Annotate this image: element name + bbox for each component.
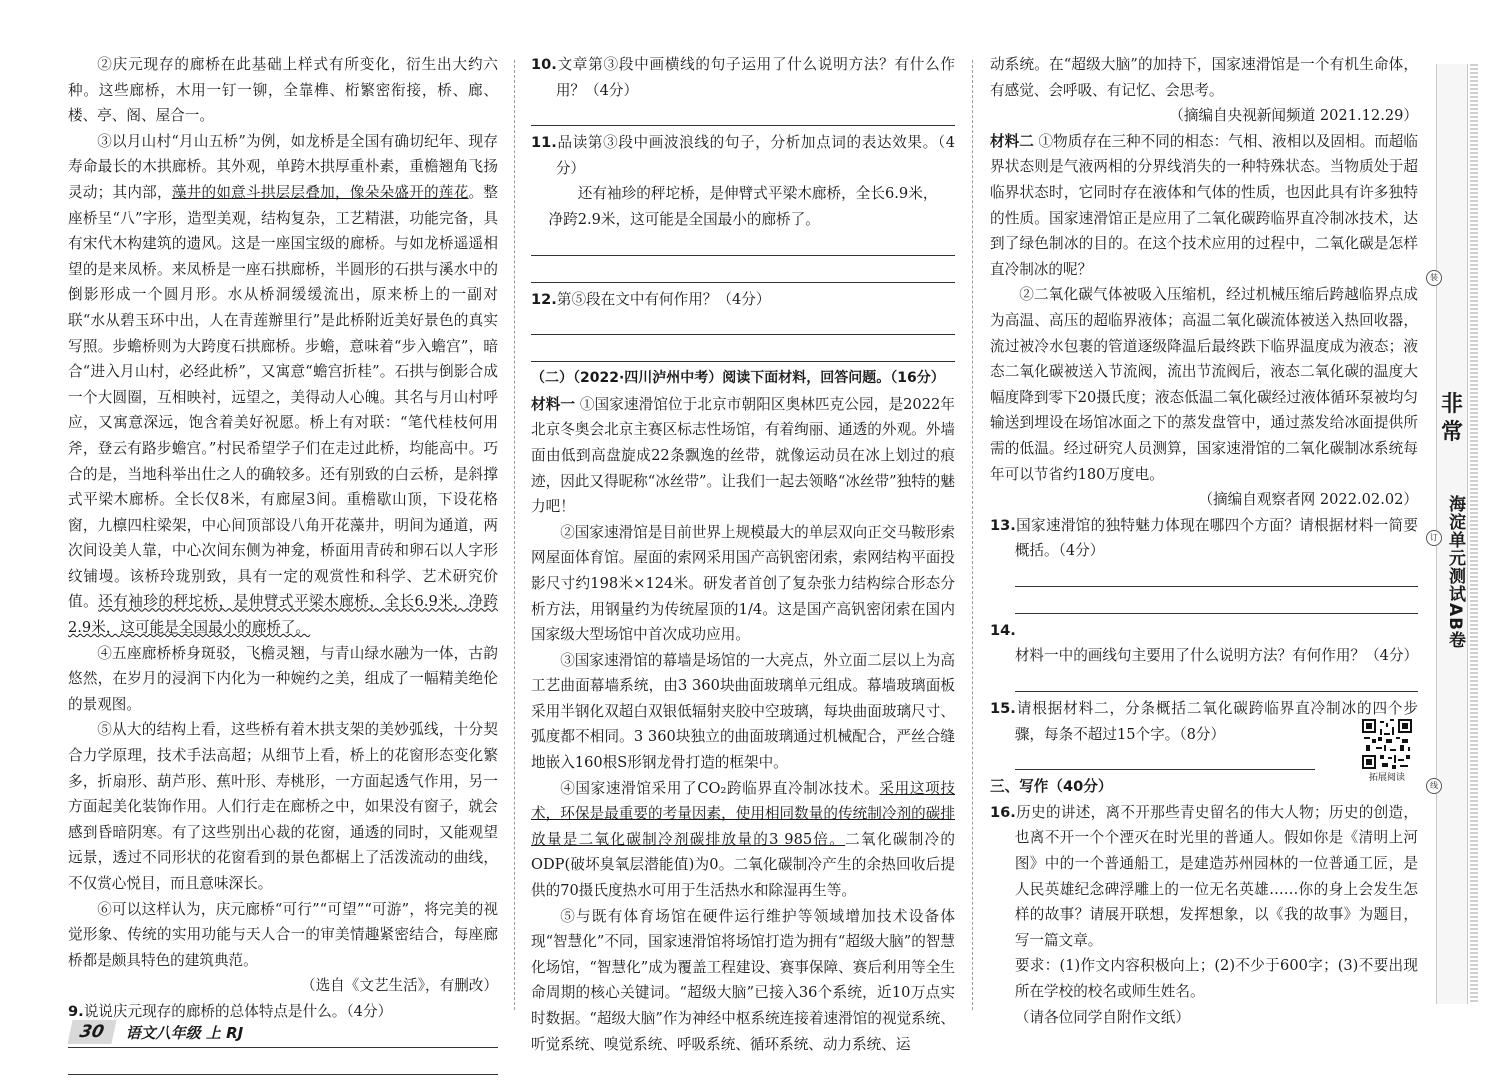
answer-line[interactable] [531, 103, 955, 126]
qr-code-label: 拓展阅读 [1368, 773, 1405, 783]
writing-requirements: 要求：(1)作文内容积极向上；(2)不少于600字；(3)不要出现所在学校的校名或师生姓名。 [1014, 957, 1418, 1000]
question-9: 9.说说庆元现存的廊桥的总体特点是什么。（4分） [68, 1002, 393, 1020]
binding-hole-icon: 装 [1426, 270, 1442, 286]
binding-hole-icon: 订 [1426, 530, 1442, 546]
wavy-underlined-sentence: 还有袖珍的秤坨桥，是伸臂式平梁木廊桥，全长6.9米，净跨2.9米，这可能是全国最小的廊桥了。 [68, 593, 498, 637]
binding-hole-icon: 线 [1426, 778, 1442, 794]
answer-line[interactable] [1015, 747, 1315, 770]
paragraph-6: ⑥可以这样认为，庆元廊桥“可行”“可望”“可游”，将完美的视觉形象、传统的实用功能与天人合一的审美情趣紧密结合，每座廊桥都是颇具特色的建筑典范。 [68, 900, 498, 969]
material-2-para-1: 材料二 ①物质存在三种不同的相态：气相、液相以及固相。而超临界状态则是气液两相的分界线消失的一种特殊状态。当物质处于超临界状态时，它同时存在液体和气体的性质，也因此具有许多独特的性质。国家速滑馆正是应用了二氧化碳跨临界直冷制冰技术，达到了绿色制冰的目的。在这个技术应用的过程中，二氧化碳是怎样直冷制冰的呢？ [990, 132, 1418, 278]
answer-line[interactable] [68, 1052, 498, 1075]
question-10: 10.文章第③段中画横线的句子运用了什么说明方法？有什么作用？（4分） [531, 56, 955, 99]
question-16: 16.历史的讲述，离不开那些青史留名的伟大人物；历史的创造，也离不开一个个湮灭在时光里的普通人。假如你是《清明上河图》中的一个普通船工，是建造苏州园林的一位普通工匠，是人民英雄纪念碑浮雕上的一位无名英雄……你的身上会发生怎样的故事？请展开联想，发挥想象，以《我的故事》为题目，写一篇文章。 [990, 803, 1418, 949]
answer-line[interactable] [531, 260, 955, 283]
material-2-para-2: ②二氧化碳气体被吸入压缩机，经过机械压缩后跨越临界点成为高温、高压的超临界液体；高温二氧化碳流体被送入热回收器，流过被冷水包裹的管道逐级降温后最终跌下临界温度成为液态；液态二氧化碳被送入节流阀，流出节流阀后，液态二氧化碳的温度大幅度降到零下20摄氏度；液态低温二氧化碳经过液体循环泵被均匀输送到埋设在场馆冰面之下的蒸发盘管中，通过蒸发给冰面提供所需的低温。经过研究人员测算，国家速滑馆的二氧化碳制冰系统每年可以节省约180万度电。 [990, 286, 1418, 483]
material-1-continued: 动系统。在“超级大脑”的加持下，国家速滑馆是一个有机生命体，有感觉、会呼吸、有记忆、会思考。 [990, 56, 1418, 99]
material-1-para-4: ④国家速滑馆采用了CO₂跨临界直冷制冰技术。采用这项技术，环保是最重要的考量因素，使用相同数量的传统制冷剂的碳排放量是二氧化碳制冷剂碳排放量的3 985倍。二氧化碳制冷的ODP(破坏臭氧层潜能值)为0。二氧化碳制冷产生的余热回收后提供的70摄氏度热水可用于生活热水和除湿再生等。 [531, 779, 955, 900]
paragraph-4: ④五座廊桥桥身斑驳，飞檐灵翘，与青山绿水融为一体，古韵悠然，在岁月的浸润下内化为一种婉约之美，组成了一幅精美绝伦的景观图。 [68, 644, 498, 713]
answer-line[interactable] [1015, 564, 1418, 587]
question-11: 11.品读第③段中画波浪线的句子，分析加点词的表达效果。（4分） [531, 134, 955, 177]
material-1-para-5: ⑤与既有体育场馆在硬件运行维护等领域增加技术设备体现“智慧化”不同，国家速滑馆将场馆打造为拥有“超级大脑”的智慧化场馆，“智慧化”成为覆盖工程建设、赛事保障、赛后利用等全生命周期的核心关键词。“超级大脑”已接入36个系统，近10万点实时数据。“超级大脑”作为神经中枢系统连接着速滑馆的视觉系统、听觉系统、嗅觉系统、呼吸系统、循环系统、动力系统、运 [531, 907, 955, 1053]
paragraph-2: ②庆元现存的廊桥在此基础上样式有所变化，衍生出大约六种。这些廊桥，木用一钉一铆，全靠榫、桁繁密衔接，桥、廊、楼、亭、阁、屋合一。 [68, 56, 498, 125]
question-14: 14.材料一中的画线句主要用了什么说明方法？有何作用？（4分） [990, 621, 1419, 665]
paragraph-5: ⑤从大的结构上看，这些桥有着木拱支架的美妙弧线，十分契合力学原理，技术手法高超；从细节上看，桥上的花窗形态变化繁多，折扇形、葫芦形、蕉叶形、寿桃形，一方面起透气作用，另一方面起美化装饰作用。人们行走在廊桥之中，如果没有窗子，就会感到昏暗阴寒。有了这些别出心裁的花窗，通透的同时，又能观望远景，透过不同形状的花窗看到的景色都椐上了活泼流动的曲线，不仅赏心悦目，而且意味深长。 [68, 721, 498, 892]
column-1 [68, 52, 498, 1079]
material-1-para-1: 材料一 ①国家速滑馆位于北京市朝阳区奥林匹克公园，是2022年北京冬奥会北京主赛区标志性场馆，有着绚丽、通透的外观。外墙面由低到高盘旋成22条飘逸的丝带，就像运动员在冰上划过的痕迹，因此又得昵称“冰丝带”。让我们一起去领略“冰丝带”独特的魅力吧！ [531, 395, 955, 516]
answer-line[interactable] [1015, 591, 1418, 614]
question-15: 15.请根据材料二，分条概括二氧化碳跨临界直冷制冰的四个步骤，每条不超过15个字。（8分） [990, 700, 1418, 743]
page-number: 30 [67, 1020, 116, 1044]
answer-line[interactable] [531, 339, 955, 362]
qr-code[interactable] [1362, 719, 1412, 769]
series-title: 海淀单元测试AB卷 [1445, 495, 1465, 650]
part-2-heading: （二）（2022·四川泸州中考）阅读下面材料，回答问题。（16分） [531, 370, 945, 387]
question-12: 12.第⑤段在文中有何作用？（4分） [531, 290, 771, 308]
subject-label: 语文八年级 上 RJ [125, 1023, 244, 1042]
underlined-sentence: 藻井的如意斗拱层层叠加，像朵朵盛开的莲花 [171, 183, 469, 201]
column-3 [990, 52, 1418, 1030]
question-13: 13.国家速滑馆的独特魅力体现在哪四个方面？请根据材料一简要概括。（4分） [990, 516, 1418, 560]
column-divider [972, 60, 973, 1010]
underlined-sentence: 采用这项技术，环保是最重要的考量因素，使用相同数量的传统制冷剂的碳排放量是二氧化碳制冷剂碳排放量的3 985倍。 [531, 779, 955, 848]
source-note: （摘编自观察者网 2022.02.02） [1198, 491, 1418, 509]
answer-line[interactable] [1015, 669, 1418, 692]
material-1-para-2: ②国家速滑馆是目前世界上规模最大的单层双向正交马鞍形索网屋面体育馆。屋面的索网采用国产高钒密闭索，索网结构平面投影尺寸约198米×124米。研发者首创了复杂张力结构综合形态分析方法，用钢量约为传统屋顶的1/4。这是国产高钒密闭索在国内国家级大型场馆中首次成功应用。 [531, 523, 955, 644]
source-note: （摘编自央视新闻频道 2021.12.29） [1169, 107, 1418, 125]
answer-line[interactable] [531, 233, 955, 256]
part-3-heading: 三、写作（40分） [990, 778, 1113, 796]
sidebar-stripes [1470, 64, 1478, 1004]
column-2 [531, 52, 955, 1057]
question-11-quote: 还有袖珍的秤坨桥，是伸臂式平梁木廊桥，全长6.9米，净跨2.9米，这可能是全国最小的廊桥了。 [548, 185, 938, 228]
material-1-para-3: ③国家速滑馆的幕墙是场馆的一大亮点，外立面二层以上为高工艺曲面幕墙系统，由3 360块曲面玻璃单元组成。幕墙玻璃面板采用半钢化双超白双银低辐射夹胶中空玻璃，每块曲面玻璃尺寸、弧度都不相同。3 360块独立的曲面玻璃通过机械配合，严丝合缝地嵌入160根S形钢龙骨打造的框架中。 [531, 651, 955, 772]
source-note: （选自《文艺生活》，有删改） [300, 977, 498, 995]
column-divider [514, 60, 515, 1010]
page-footer [70, 1020, 243, 1044]
writing-note: （请各位同学自附作文纸） [1014, 1008, 1190, 1026]
paragraph-3: ③以月山村“月山五桥”为例，如龙桥是全国有确切纪年、现存寿命最长的木拱廊桥。其外观，单跨木拱厚重朴素，重檐翘角飞扬灵动；其内部，藻井的如意斗拱层层叠加，像朵朵盛开的莲花。整座桥呈“八”字形，造型美观，结构复杂，工艺精湛，功能完备，具有宋代木构建筑的遗风。这是一座国宝级的廊桥。与如龙桥遥遥相望的是来凤桥。来凤桥是一座石拱廊桥，半圆形的石拱与溪水中的倒影形成一个圆月形。水从桥洞缓缓流出，原来桥上的一副对联“水从碧玉环中出，人在青莲辦里行”是此桥附近美好景色的真实写照。步蟾桥则为大跨度石拱廊桥。步蟾，意味着“步入蟾宫”，暗合“进入月山村，必经此桥”，又寓意“蟾宫折桂”。石拱与倒影合成一个大圆圈，互相映衬，远望之，美得动人心魄。其名与月山村呼应，又寓意深远，饱含着美好祝愿。桥上有对联：“笔代桂枝何用斧，登云有路步蟾宫。”村民希望学子们在走过此桥，均能高中。巧合的是，当地科举出仕之人的确较多。还有别致的白云桥，是斜撑式平梁木廊桥。全长仅8米，有廊屋3间。重檐歇山顶，下设花格窗，九檩四柱梁架，中心间顶部设八角开花藻井，明间为通道，两次间设美人靠，中心次间东侧为神龛，桥面用青砖和卵石以人字形纹铺墁。该桥玲珑别致，具有一定的观赏性和科学、艺术研究价值。还有袖珍的秤坨桥，是伸臂式平梁木廊桥，全长6.9米，净跨2.9米，这可能是全国最小的廊桥了。 [68, 132, 498, 637]
brand-logo: 非常 [1440, 391, 1463, 445]
answer-line[interactable] [531, 312, 955, 335]
